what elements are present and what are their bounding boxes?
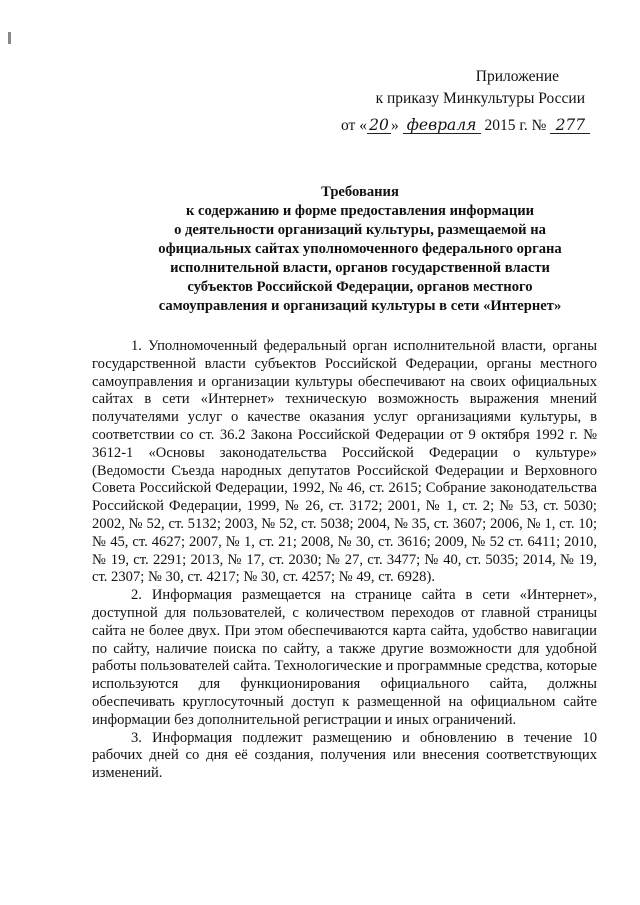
order-day-handwritten: 20 [367,118,391,134]
document-title [80,183,640,316]
title-line: исполнительной власти, органов государственной власти [170,260,550,276]
title-line: к содержанию и форме предоставления информации [185,203,535,219]
appendix-header [376,66,585,110]
order-month-handwritten: февраля [403,118,481,134]
order-number-handwritten: 277 [550,118,590,134]
title-line: официальных сайтах уполномоченного федерального органа [158,241,562,257]
document-body [92,338,597,783]
order-date-number-line [341,117,590,135]
order-quote-close: » [390,117,399,134]
title-line: Требования [321,184,399,200]
scan-margin-mark [8,32,11,44]
paragraph-3: 3. Информация подлежит размещению и обновлению в течение 10 рабочих дней со дня её создания, получения или внесения соответствующих изменений. [92,729,597,782]
title-line: субъектов Российской Федерации, органов местного [187,279,533,295]
paragraph-2: 2. Информация размещается на странице сайта в сети «Интернет», доступной для пользователей, с количеством переходов от главной страницы сайта не более двух. При этом обеспечиваются карта сайта, удобство навигации по сайту, наличие поиска по сайту, а также другие возможности для удобной работы пользователей сайта. Технологические и программные средства, которые используются для функционирования официального сайта, должны обеспечивать круглосуточный доступ к размещенной на официальном сайте информации без дополнительной регистрации и иных ограничений. [92,587,597,728]
paragraph-1: 1. Уполномоченный федеральный орган исполнительной власти, органы государственной власти субъектов Российской Федерации, органы местного самоуправления и организации культуры обеспечивают на своих официальных сайтах в сети «Интернет» техническую возможность выражения мнений получателями услуг о качестве оказания услуг организациями культуры, в соответствии со ст. 36.2 Закона Российской Федерации от 9 октября 1992 г. № 3612-1 «Основы законодательства Российской Федерации о культуре» (Ведомости Съезда народных депутатов Российской Федерации и Верховного Совета Российской Федерации, 1992, № 46, ст. 2615; Собрание законодательства Российской Федерации, 1999, № 26, ст. 3172; 2001, № 1, ст. 2; № 53, ст. 5030; 2002, № 52, ст. 5132; 2003, № 52, ст. 5038; 2004, № 35, ст. 3607; 2006, № 1, ст. 10; № 45, ст. 4627; 2007, № 1, ст. 21; 2008, № 30, ст. 3616; 2009, № 52 ст. 6411; 2010, № 19, ст. 2291; 2013, № 17, ст. 2030; № 27, ст. 3477; № 40, ст. 5035; 2014, № 19, ст. 2307; № 30, ст. 4217; № 30, ст. 4257; № 49, ст. 6928). [92,338,597,586]
appendix-order-ref: к приказу Минкультуры России [375,90,585,107]
order-year-label: 2015 г. № [484,117,547,134]
appendix-label: Приложение [475,68,559,85]
order-from-label: от « [341,117,367,134]
title-line: самоуправления и организаций культуры в сети «Интернет» [158,298,562,314]
title-line: о деятельности организаций культуры, размещаемой на [174,222,546,238]
